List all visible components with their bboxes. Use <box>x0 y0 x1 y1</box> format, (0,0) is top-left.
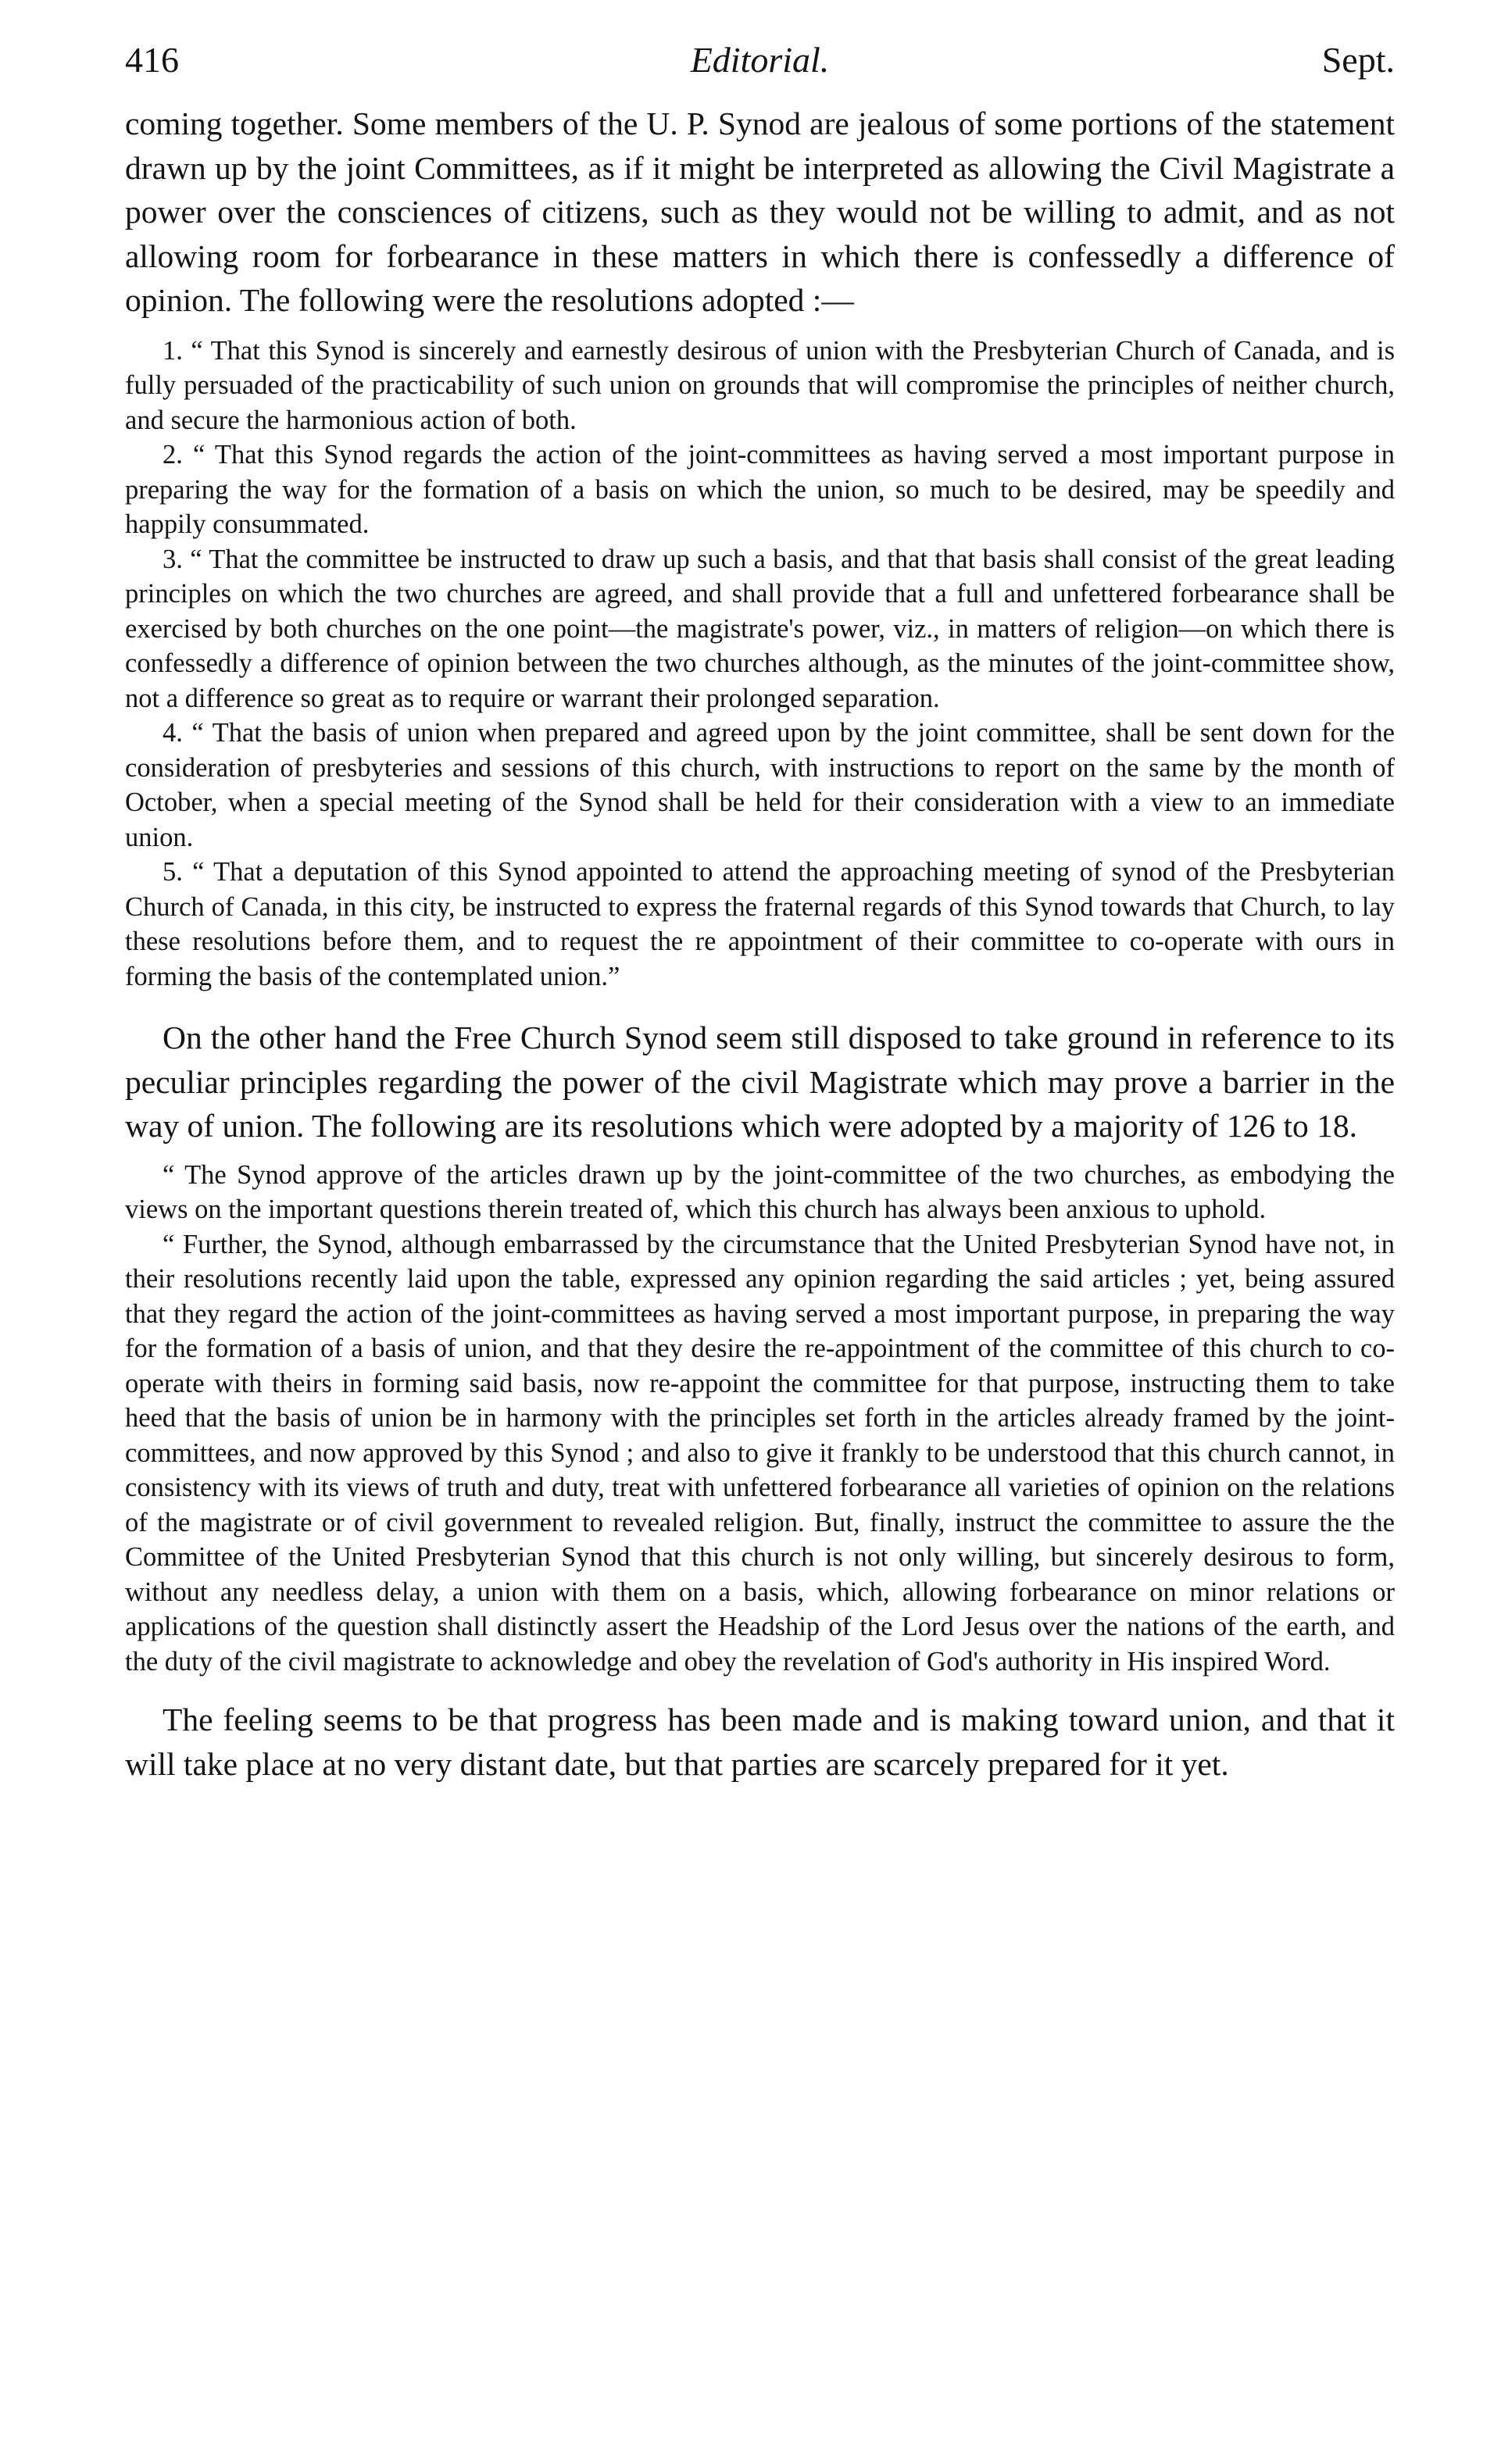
closing-paragraph: The feeling seems to be that progress has been made and is making toward union, and that it will take place at no very distant date, but that parties are scarcely prepared for it yet. <box>125 1702 1395 1782</box>
free-resolution-2: “ Further, the Synod, although embarrassed by the circumstance that the United Presbyterian Synod have not, in their resolutions recently laid upon the table, expressed any opinion regarding the said articles ; yet, being assured that they regard the action of the joint-committees as having served a most important purpose, in preparing the way for the formation of a basis of union, and that they desire the re-appointment of the committee of this church to co-operate with theirs in forming said basis, now re-appoint the committee for that purpose, instructing them to take heed that the basis of union be in harmony with the principles set forth in the articles already framed by the joint-committees, and now approved by this Synod ; and also to give it frankly to be understood that this church cannot, in consistency with its views of truth and duty, treat with unfettered forbearance all varieties of opinion on the relations of the magistrate or of civil government to revealed religion. But, finally, instruct the committee to assure the the Committee of the United Presbyterian Synod that this church is not only willing, but sincerely desirous to form, without any needless delay, a union with them on a basis, which, allowing forbearance on minor relations or applications of the question shall distinctly assert the Headship of the Lord Jesus over the nations of the earth, and the duty of the civil magistrate to acknowledge and obey the revelation of God's authority in His inspired Word. <box>125 1229 1395 1677</box>
running-header <box>125 36 1395 84</box>
page-number: 416 <box>125 40 179 80</box>
intro-paragraph: coming together. Some members of the U. P. Synod are jealous of some portions of the statement drawn up by the joint Committees, as if it might be interpreted as allowing the Civil Magistrate a power over the consciences of citizens, such as they would not be willing to admit, and as not allowing room for forbearance in these matters in which there is confessedly a difference of opinion. The following were the resolutions adopted :— <box>125 105 1395 318</box>
resolution-3: 3. “ That the committee be instructed to draw up such a basis, and that that basis shall consist of the great leading principles on which the two churches are agreed, and shall provide that a full and unfettered forbearance shall be exercised by both churches on the one point—the magistrate's power, viz., in matters of religion—on which there is confessedly a difference of opinion between the two churches although, as the minutes of the joint-committee show, not a difference so great as to require or warrant their prolonged separation. <box>125 544 1395 713</box>
page <box>125 36 1395 1786</box>
running-title: Editorial. <box>690 40 830 80</box>
resolution-1: 1. “ That this Synod is sincerely and earnestly desirous of union with the Presbyterian Church of Canada, and is fully persuaded of the practicability of such union on grounds that will compromise the principles of neither church, and secure the harmonious action of both. <box>125 335 1395 435</box>
free-church-resolutions <box>125 1158 1395 1680</box>
resolution-4: 4. “ That the basis of union when prepared and agreed upon by the joint committee, shall be sent down for the consideration of presbyteries and sessions of this church, with instructions to report on the same by the month of October, when a special meeting of the Synod shall be held for their consideration with a view to an immediate union. <box>125 718 1395 852</box>
free-church-paragraph: On the other hand the Free Church Synod seem still disposed to take ground in reference to its peculiar principles regarding the power of the civil Magistrate which may prove a barrier in the way of union. The following are its resolutions which were adopted by a majority of 126 to 18. <box>125 1020 1395 1144</box>
resolution-2: 2. “ That this Synod regards the action of the joint-committees as having served a most important purpose in preparing the way for the formation of a basis on which the union, so much to be desired, may be speedily and happily consummated. <box>125 440 1395 539</box>
header-month: Sept. <box>1321 40 1395 80</box>
free-resolution-1: “ The Synod approve of the articles drawn up by the joint-committee of the two churches, as embodying the views on the important questions therein treated of, which this church has always been anxious to uphold. <box>125 1159 1395 1224</box>
resolution-5: 5. “ That a deputation of this Synod appointed to attend the approaching meeting of synod of the Presbyterian Church of Canada, in this city, be instructed to express the fraternal regards of this Synod towards that Church, to lay these resolutions before them, and to request the re appointment of their committee to co-operate with ours in forming the basis of the contemplated union.” <box>125 857 1395 991</box>
resolutions-list <box>125 334 1395 995</box>
